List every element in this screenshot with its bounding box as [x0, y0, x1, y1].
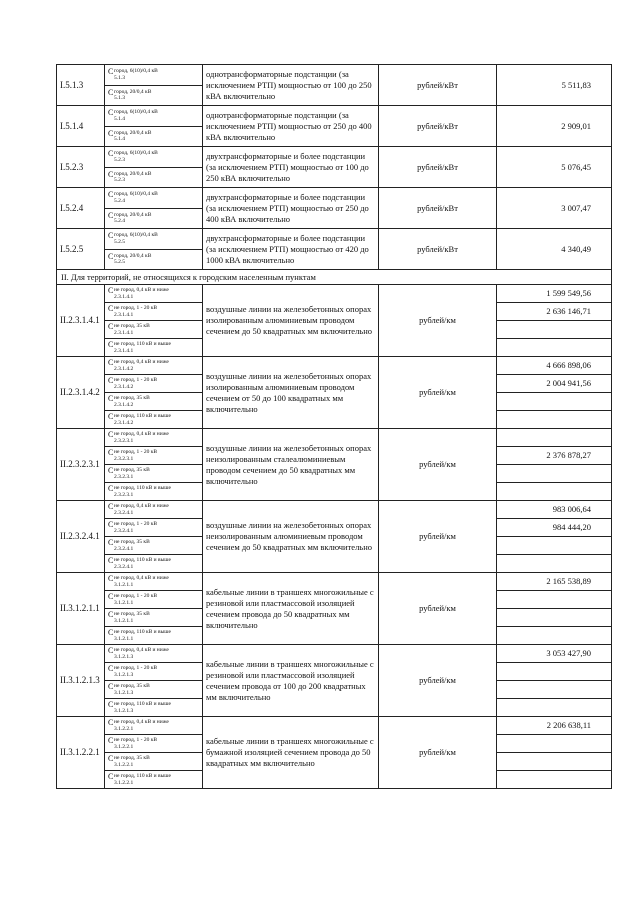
item-description: однотрансформаторные подстанции (за исключением РТП) мощностью от 250 до 400 кВА включительно: [203, 106, 379, 147]
bracket-mark: C: [108, 304, 114, 313]
item-code: I.5.1.3: [57, 65, 105, 106]
substation-type-label: не город, 0,4 кВ и ниже: [114, 503, 169, 509]
substation-type-cell: [105, 609, 203, 627]
substation-type-code: 3.1.2.2.1: [114, 761, 134, 768]
item-code: I.5.1.4: [57, 106, 105, 147]
substation-type-text: [114, 232, 158, 245]
item-value: 5 076,45: [497, 147, 612, 188]
substation-type-label: не город, 110 кВ и выше: [114, 701, 171, 707]
substation-type-text: [114, 89, 151, 102]
section-row: [57, 270, 612, 285]
substation-type-text: [114, 413, 171, 426]
substation-type-cell: [105, 699, 203, 717]
bracket-mark: C: [108, 610, 114, 619]
item-description: кабельные линии в траншеях многожильные с бумажной изоляцией сечением провода до 50 квадратных мм включительно: [203, 717, 379, 789]
table-row: [57, 147, 612, 168]
substation-type-label: не город, 35 кВ: [114, 467, 150, 473]
substation-type-cell: [105, 65, 203, 86]
substation-type-text: [114, 521, 157, 534]
substation-type-cell: [105, 663, 203, 681]
substation-type-text: [114, 341, 171, 354]
substation-type-text: [114, 557, 171, 570]
substation-type-cell: [105, 106, 203, 127]
item-value: 2 909,01: [497, 106, 612, 147]
item-value: [497, 393, 612, 411]
substation-type-cell: [105, 645, 203, 663]
substation-type-code: 3.1.2.1.3: [114, 653, 134, 660]
substation-type-code: 3.1.2.1.1: [114, 581, 134, 588]
table-row: [57, 188, 612, 209]
table-row: [57, 285, 612, 303]
table-row: [57, 717, 612, 735]
item-unit: рублей/км: [379, 429, 497, 501]
bracket-mark: C: [108, 646, 114, 655]
substation-type-code: 2.3.1.4.2: [114, 383, 134, 390]
item-code: II.3.1.2.2.1: [57, 717, 105, 789]
item-unit: рублей/км: [379, 285, 497, 357]
item-value: 3 053 427,90: [497, 645, 612, 663]
substation-type-cell: [105, 375, 203, 393]
substation-type-label: не город, 1 - 20 кВ: [114, 449, 158, 455]
substation-type-label: не город, 35 кВ: [114, 611, 150, 617]
item-value: 2 004 941,56: [497, 375, 612, 393]
substation-type-code: 2.3.1.4.2: [114, 365, 134, 372]
item-value: [497, 465, 612, 483]
item-code: II.2.3.1.4.1: [57, 285, 105, 357]
item-value: 3 007,47: [497, 188, 612, 229]
substation-type-label: не город, 0,4 кВ и ниже: [114, 719, 169, 725]
item-value: [497, 537, 612, 555]
substation-type-text: [114, 253, 151, 266]
item-value: [497, 321, 612, 339]
substation-type-text: [114, 503, 169, 516]
substation-type-text: [114, 539, 150, 552]
substation-type-code: 2.3.2.4.1: [114, 563, 134, 570]
item-unit: рублей/кВт: [379, 65, 497, 106]
substation-type-text: [114, 719, 169, 732]
substation-type-code: 5.1.4: [114, 115, 125, 122]
substation-type-code: 2.3.1.4.1: [114, 329, 134, 336]
substation-type-code: 5.2.5: [114, 259, 125, 266]
bracket-mark: C: [108, 682, 114, 691]
item-unit: рублей/км: [379, 501, 497, 573]
bracket-mark: C: [108, 736, 114, 745]
item-description: двухтрансформаторные и более подстанции (за исключением РТП) мощностью от 100 до 250 кВА включительно: [203, 147, 379, 188]
substation-type-code: 2.3.1.4.2: [114, 401, 134, 408]
substation-type-label: не город, 0,4 кВ и ниже: [114, 575, 169, 581]
substation-type-label: город, 6(10)/0,4 кВ: [114, 232, 158, 239]
substation-type-code: 2.3.2.3.1: [114, 473, 134, 480]
item-code: II.2.3.2.3.1: [57, 429, 105, 501]
table-row: [57, 429, 612, 447]
substation-type-cell: [105, 229, 203, 250]
substation-type-label: не город, 0,4 кВ и ниже: [114, 359, 169, 365]
table-row: [57, 357, 612, 375]
substation-type-code: 2.3.1.4.1: [114, 293, 134, 300]
item-value: [497, 735, 612, 753]
substation-type-text: [114, 395, 150, 408]
substation-type-code: 5.1.4: [114, 136, 125, 143]
substation-type-text: [114, 377, 157, 390]
substation-type-code: 3.1.2.1.1: [114, 635, 134, 642]
item-unit: рублей/кВт: [379, 229, 497, 270]
bracket-mark: C: [108, 286, 114, 295]
substation-type-label: не город, 110 кВ и выше: [114, 341, 171, 347]
bracket-mark: C: [108, 574, 114, 583]
substation-type-label: город, 20/0,4 кВ: [114, 252, 152, 259]
bracket-mark: C: [108, 169, 114, 179]
item-description: двухтрансформаторные и более подстанции (за исключением РТП) мощностью от 420 до 1000 кВА включительно: [203, 229, 379, 270]
substation-type-code: 5.2.4: [114, 197, 125, 204]
table-row: [57, 106, 612, 127]
substation-type-text: [114, 737, 157, 750]
item-value: [497, 771, 612, 789]
substation-type-code: 2.3.2.3.1: [114, 437, 134, 444]
substation-type-text: [114, 171, 151, 184]
item-value: 4 666 898,06: [497, 357, 612, 375]
section-title: II. Для территорий, не относящихся к городским населенным пунктам: [57, 270, 612, 285]
bracket-mark: C: [108, 592, 114, 601]
substation-type-cell: [105, 339, 203, 357]
item-code: I.5.2.4: [57, 188, 105, 229]
item-value: 5 511,83: [497, 65, 612, 106]
substation-type-text: [114, 467, 150, 480]
substation-type-code: 3.1.2.2.1: [114, 743, 134, 750]
bracket-mark: C: [108, 394, 114, 403]
substation-type-cell: [105, 411, 203, 429]
item-description: двухтрансформаторные и более подстанции (за исключением РТП) мощностью от 250 до 400 кВА включительно: [203, 188, 379, 229]
substation-type-label: город, 20/0,4 кВ: [114, 170, 152, 177]
substation-type-text: [114, 647, 169, 660]
substation-type-code: 3.1.2.2.1: [114, 779, 134, 786]
table-row: [57, 645, 612, 663]
table-row: [57, 501, 612, 519]
item-unit: рублей/кВт: [379, 147, 497, 188]
bracket-mark: C: [108, 251, 114, 261]
item-description: однотрансформаторные подстанции (за исключением РТП) мощностью от 100 до 250 кВА включительно: [203, 65, 379, 106]
bracket-mark: C: [108, 628, 114, 637]
substation-type-label: не город, 0,4 кВ и ниже: [114, 431, 169, 437]
substation-type-cell: [105, 465, 203, 483]
bracket-mark: C: [108, 128, 114, 138]
item-description: воздушные линии на железобетонных опорах неизолированным сталеалюминиевым проводом сечением до 50 квадратных мм включительно: [203, 429, 379, 501]
item-value: 2 636 146,71: [497, 303, 612, 321]
substation-type-code: 5.2.5: [114, 238, 125, 245]
item-unit: рублей/км: [379, 573, 497, 645]
substation-type-cell: [105, 501, 203, 519]
substation-type-label: не город, 110 кВ и выше: [114, 629, 171, 635]
substation-type-label: город, 6(10)/0,4 кВ: [114, 150, 158, 157]
substation-type-code: 2.3.2.3.1: [114, 455, 134, 462]
substation-type-code: 2.3.2.4.1: [114, 527, 134, 534]
substation-type-cell: [105, 357, 203, 375]
substation-type-code: 2.3.1.4.2: [114, 419, 134, 426]
substation-type-label: не город, 35 кВ: [114, 755, 150, 761]
substation-type-code: 5.2.3: [114, 156, 125, 163]
substation-type-cell: [105, 627, 203, 645]
bracket-mark: C: [108, 67, 114, 77]
substation-type-text: [114, 68, 158, 81]
item-value: [497, 429, 612, 447]
substation-type-text: [114, 323, 150, 336]
bracket-mark: C: [108, 231, 114, 241]
table-row: [57, 229, 612, 250]
item-unit: рублей/кВт: [379, 106, 497, 147]
substation-type-label: не город, 35 кВ: [114, 395, 150, 401]
substation-type-text: [114, 665, 157, 678]
item-description: кабельные линии в траншеях многожильные с резиновой или пластмассовой изоляцией сечением провода от 100 до 200 квадратных мм включительно: [203, 645, 379, 717]
substation-type-cell: [105, 85, 203, 106]
substation-type-code: 5.2.3: [114, 177, 125, 184]
substation-type-label: не город, 35 кВ: [114, 323, 150, 329]
substation-type-code: 5.1.3: [114, 95, 125, 102]
substation-type-cell: [105, 303, 203, 321]
bracket-mark: C: [108, 700, 114, 709]
substation-type-label: не город, 110 кВ и выше: [114, 773, 171, 779]
substation-type-code: 5.1.3: [114, 74, 125, 81]
substation-type-cell: [105, 126, 203, 147]
substation-type-code: 3.1.2.1.3: [114, 671, 134, 678]
substation-type-label: не город, 35 кВ: [114, 683, 150, 689]
substation-type-text: [114, 109, 158, 122]
item-value: [497, 753, 612, 771]
substation-type-cell: [105, 771, 203, 789]
bracket-mark: C: [108, 664, 114, 673]
substation-type-text: [114, 191, 158, 204]
substation-type-cell: [105, 537, 203, 555]
bracket-mark: C: [108, 190, 114, 200]
substation-type-text: [114, 755, 150, 768]
substation-type-label: не город, 35 кВ: [114, 539, 150, 545]
substation-type-text: [114, 150, 158, 163]
bracket-mark: C: [108, 466, 114, 475]
item-value: [497, 591, 612, 609]
substation-type-code: 2.3.2.4.1: [114, 545, 134, 552]
substation-type-label: город, 20/0,4 кВ: [114, 88, 152, 95]
substation-type-label: город, 20/0,4 кВ: [114, 211, 152, 218]
bracket-mark: C: [108, 322, 114, 331]
item-code: II.3.1.2.1.1: [57, 573, 105, 645]
bracket-mark: C: [108, 412, 114, 421]
item-description: кабельные линии в траншеях многожильные с резиновой или пластмассовой изоляцией сечением провода до 50 квадратных мм включительно: [203, 573, 379, 645]
bracket-mark: C: [108, 538, 114, 547]
item-code: I.5.2.3: [57, 147, 105, 188]
item-value: [497, 609, 612, 627]
substation-type-code: 3.1.2.1.3: [114, 689, 134, 696]
item-value: [497, 483, 612, 501]
item-description: воздушные линии на железобетонных опорах неизолированным алюминиевым проводом сечением до 50 квадратных мм включительно: [203, 501, 379, 573]
bracket-mark: C: [108, 718, 114, 727]
bracket-mark: C: [108, 448, 114, 457]
substation-type-cell: [105, 483, 203, 501]
substation-type-label: не город, 110 кВ и выше: [114, 413, 171, 419]
substation-type-label: не город, 110 кВ и выше: [114, 557, 171, 563]
substation-type-label: не город, 1 - 20 кВ: [114, 593, 158, 599]
substation-type-cell: [105, 573, 203, 591]
item-value: 2 376 878,27: [497, 447, 612, 465]
substation-type-code: 2.3.2.4.1: [114, 509, 134, 516]
table-row: [57, 65, 612, 86]
substation-type-cell: [105, 285, 203, 303]
bracket-mark: C: [108, 340, 114, 349]
item-value: [497, 681, 612, 699]
item-value: 2 206 638,11: [497, 717, 612, 735]
substation-type-label: не город, 1 - 20 кВ: [114, 665, 158, 671]
tariff-table-body: [57, 65, 612, 789]
substation-type-label: не город, 1 - 20 кВ: [114, 305, 158, 311]
item-value: [497, 555, 612, 573]
substation-type-code: 2.3.1.4.1: [114, 311, 134, 318]
bracket-mark: C: [108, 210, 114, 220]
substation-type-cell: [105, 393, 203, 411]
bracket-mark: C: [108, 484, 114, 493]
substation-type-cell: [105, 249, 203, 270]
bracket-mark: C: [108, 87, 114, 97]
substation-type-text: [114, 683, 150, 696]
item-unit: рублей/кВт: [379, 188, 497, 229]
substation-type-label: не город, 1 - 20 кВ: [114, 737, 158, 743]
substation-type-code: 2.3.1.4.1: [114, 347, 134, 354]
item-unit: рублей/км: [379, 645, 497, 717]
substation-type-cell: [105, 519, 203, 537]
bracket-mark: C: [108, 376, 114, 385]
table-row: [57, 573, 612, 591]
item-description: воздушные линии на железобетонных опорах изолированным алюминиевым проводом сечением от 50 до 100 квадратных мм включительно: [203, 357, 379, 429]
substation-type-text: [114, 611, 150, 624]
substation-type-text: [114, 431, 169, 444]
substation-type-label: город, 6(10)/0,4 кВ: [114, 109, 158, 116]
item-value: 1 599 549,56: [497, 285, 612, 303]
item-value: [497, 627, 612, 645]
substation-type-cell: [105, 717, 203, 735]
substation-type-cell: [105, 447, 203, 465]
substation-type-cell: [105, 167, 203, 188]
substation-type-text: [114, 130, 151, 143]
substation-type-text: [114, 485, 171, 498]
bracket-mark: C: [108, 430, 114, 439]
item-value: [497, 663, 612, 681]
bracket-mark: C: [108, 520, 114, 529]
substation-type-cell: [105, 147, 203, 168]
substation-type-cell: [105, 321, 203, 339]
substation-type-cell: [105, 735, 203, 753]
substation-type-text: [114, 449, 157, 462]
substation-type-cell: [105, 753, 203, 771]
bracket-mark: C: [108, 502, 114, 511]
substation-type-label: город, 20/0,4 кВ: [114, 129, 152, 136]
substation-type-label: не город, 110 кВ и выше: [114, 485, 171, 491]
item-value: 2 165 538,89: [497, 573, 612, 591]
substation-type-code: 3.1.2.1.1: [114, 617, 134, 624]
substation-type-cell: [105, 591, 203, 609]
item-unit: рублей/км: [379, 717, 497, 789]
substation-type-code: 3.1.2.1.1: [114, 599, 134, 606]
substation-type-label: не город, 1 - 20 кВ: [114, 521, 158, 527]
substation-type-cell: [105, 208, 203, 229]
substation-type-cell: [105, 681, 203, 699]
substation-type-text: [114, 629, 171, 642]
substation-type-cell: [105, 555, 203, 573]
substation-type-text: [114, 575, 169, 588]
bracket-mark: C: [108, 556, 114, 565]
substation-type-code: 3.1.2.1.3: [114, 707, 134, 714]
substation-type-text: [114, 212, 151, 225]
substation-type-code: 3.1.2.2.1: [114, 725, 134, 732]
substation-type-label: не город, 0,4 кВ и ниже: [114, 647, 169, 653]
item-value: [497, 411, 612, 429]
item-value: 983 006,64: [497, 501, 612, 519]
substation-type-text: [114, 359, 169, 372]
item-value: 984 444,20: [497, 519, 612, 537]
substation-type-label: не город, 0,4 кВ и ниже: [114, 287, 169, 293]
item-code: II.2.3.1.4.2: [57, 357, 105, 429]
substation-type-cell: [105, 188, 203, 209]
substation-type-cell: [105, 429, 203, 447]
tariff-table: [56, 64, 612, 789]
substation-type-label: город, 6(10)/0,4 кВ: [114, 191, 158, 198]
item-value: [497, 699, 612, 717]
substation-type-text: [114, 593, 157, 606]
bracket-mark: C: [108, 358, 114, 367]
substation-type-label: не город, 1 - 20 кВ: [114, 377, 158, 383]
bracket-mark: C: [108, 108, 114, 118]
substation-type-code: 5.2.4: [114, 218, 125, 225]
item-description: воздушные линии на железобетонных опорах изолированным алюминиевым проводом сечением до 50 квадратных мм включительно: [203, 285, 379, 357]
substation-type-text: [114, 773, 171, 786]
bracket-mark: C: [108, 754, 114, 763]
item-code: I.5.2.5: [57, 229, 105, 270]
item-code: II.2.3.2.4.1: [57, 501, 105, 573]
item-unit: рублей/км: [379, 357, 497, 429]
bracket-mark: C: [108, 772, 114, 781]
substation-type-label: город, 6(10)/0,4 кВ: [114, 68, 158, 75]
bracket-mark: C: [108, 149, 114, 159]
substation-type-text: [114, 305, 157, 318]
item-value: [497, 339, 612, 357]
item-value: 4 340,49: [497, 229, 612, 270]
substation-type-text: [114, 287, 169, 300]
item-code: II.3.1.2.1.3: [57, 645, 105, 717]
substation-type-code: 2.3.2.3.1: [114, 491, 134, 498]
substation-type-text: [114, 701, 171, 714]
